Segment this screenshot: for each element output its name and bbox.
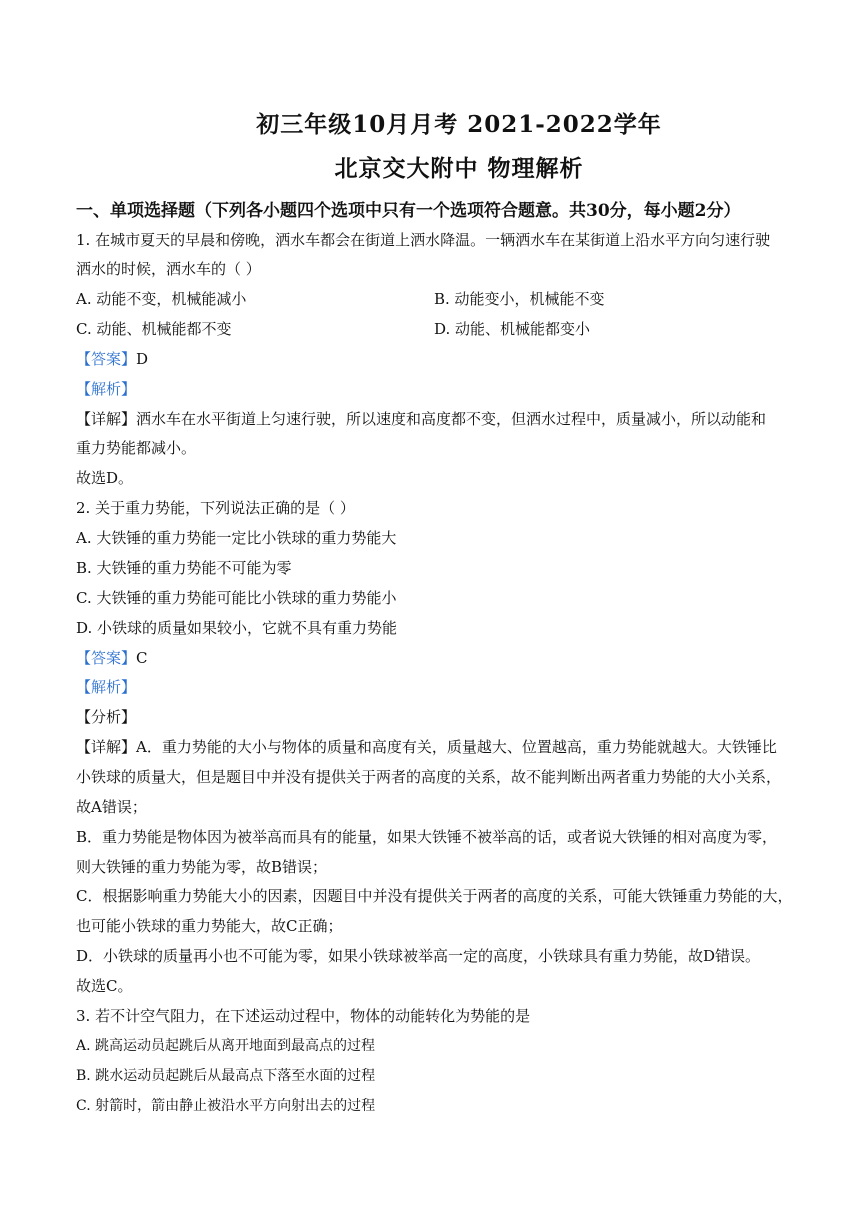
q2-stem: 2. 关于重力势能，下列说法正确的是（ ） bbox=[76, 499, 355, 517]
section-heading: 一、单项选择题（下列各小题四个选项中只有一个选项符合题意。共30分，每小题2分） bbox=[76, 201, 741, 221]
q1-detail-line2: 重力势能都减小。 bbox=[76, 439, 197, 457]
q1-analysis bbox=[76, 379, 136, 399]
q2-option-b: B. 大铁锤的重力势能不可能为零 bbox=[76, 559, 292, 577]
q2-detail-d1: D．小铁球的质量再小也不可能为零，如果小铁球被举高一定的高度，小铁球具有重力势能，故D错误。 bbox=[76, 947, 761, 965]
q1-stem-line1: 1. 在城市夏天的早晨和傍晚，洒水车都会在街道上洒水降温。一辆洒水车在某街道上沿水平方向匀速行驶 bbox=[76, 231, 771, 249]
q2-answer bbox=[76, 648, 148, 668]
q1-option-a: A. 动能不变，机械能减小 bbox=[76, 290, 247, 308]
answer-value: C bbox=[136, 649, 148, 667]
q2-option-c: C. 大铁锤的重力势能可能比小铁球的重力势能小 bbox=[76, 589, 397, 607]
q2-detail-a3: 故A错误； bbox=[76, 798, 147, 816]
q2-detail-b1: B．重力势能是物体因为被举高而具有的能量，如果大铁锤不被举高的话，或者说大铁锤的相对高度为零， bbox=[76, 828, 778, 846]
q2-detail-c2: 也可能小铁球的重力势能大，故C正确； bbox=[76, 917, 343, 935]
q2-option-a: A. 大铁锤的重力势能一定比小铁球的重力势能大 bbox=[76, 529, 397, 547]
analysis-tag: 【解析】 bbox=[76, 380, 137, 398]
detail-tag: 【详解】 bbox=[76, 738, 137, 756]
detail-text: 洒水车在水平街道上匀速行驶，所以速度和高度都不变，但洒水过程中，质量减小，所以动能和 bbox=[136, 410, 767, 428]
q2-fenxi: 【分析】 bbox=[76, 708, 137, 726]
analysis-tag: 【解析】 bbox=[76, 678, 137, 696]
q2-option-d: D. 小铁球的质量如果较小，它就不具有重力势能 bbox=[76, 619, 398, 637]
answer-value: D bbox=[136, 350, 149, 368]
q3-option-b: B. 跳水运动员起跳后从最高点下落至水面的过程 bbox=[76, 1068, 376, 1084]
q1-detail-line1 bbox=[76, 409, 766, 429]
q2-conclusion: 故选C。 bbox=[76, 977, 133, 995]
answer-tag: 【答案】 bbox=[76, 649, 137, 667]
q2-detail-a1 bbox=[76, 737, 777, 757]
answer-tag: 【答案】 bbox=[76, 350, 137, 368]
q2-analysis bbox=[76, 677, 136, 697]
detail-tag: 【详解】 bbox=[76, 410, 137, 428]
q1-option-d: D. 动能、机械能都变小 bbox=[434, 320, 591, 338]
page-title-line2: 北京交大附中 物理解析 bbox=[334, 155, 584, 182]
q1-conclusion: 故选D。 bbox=[76, 469, 134, 487]
q1-option-b: B. 动能变小，机械能不变 bbox=[434, 290, 605, 308]
q3-stem: 3. 若不计空气阻力，在下述运动过程中，物体的动能转化为势能的是 bbox=[76, 1007, 531, 1025]
q3-option-a: A. 跳高运动员起跳后从离开地面到最高点的过程 bbox=[76, 1038, 376, 1054]
detail-text: A．重力势能的大小与物体的质量和高度有关，质量越大、位置越高，重力势能就越大。大铁锤比 bbox=[136, 738, 777, 756]
q2-detail-a2: 小铁球的质量大，但是题目中并没有提供关于两者的高度的关系，故不能判断出两者重力势能的大小关系， bbox=[76, 768, 782, 786]
q2-detail-b2: 则大铁锤的重力势能为零，故B错误； bbox=[76, 858, 328, 876]
page-title-line1: 初三年级10月月考 2021-2022学年 bbox=[256, 111, 662, 138]
q3-option-c: C. 射箭时，箭由静止被沿水平方向射出去的过程 bbox=[76, 1098, 376, 1114]
q1-stem-line2: 洒水的时候，洒水车的（ ） bbox=[76, 260, 261, 278]
q1-answer bbox=[76, 349, 148, 369]
q2-detail-c1: C．根据影响重力势能大小的因素，因题目中并没有提供关于两者的高度的关系，可能大铁锤重力势能的大， bbox=[76, 887, 793, 905]
q1-option-c: C. 动能、机械能都不变 bbox=[76, 320, 232, 338]
